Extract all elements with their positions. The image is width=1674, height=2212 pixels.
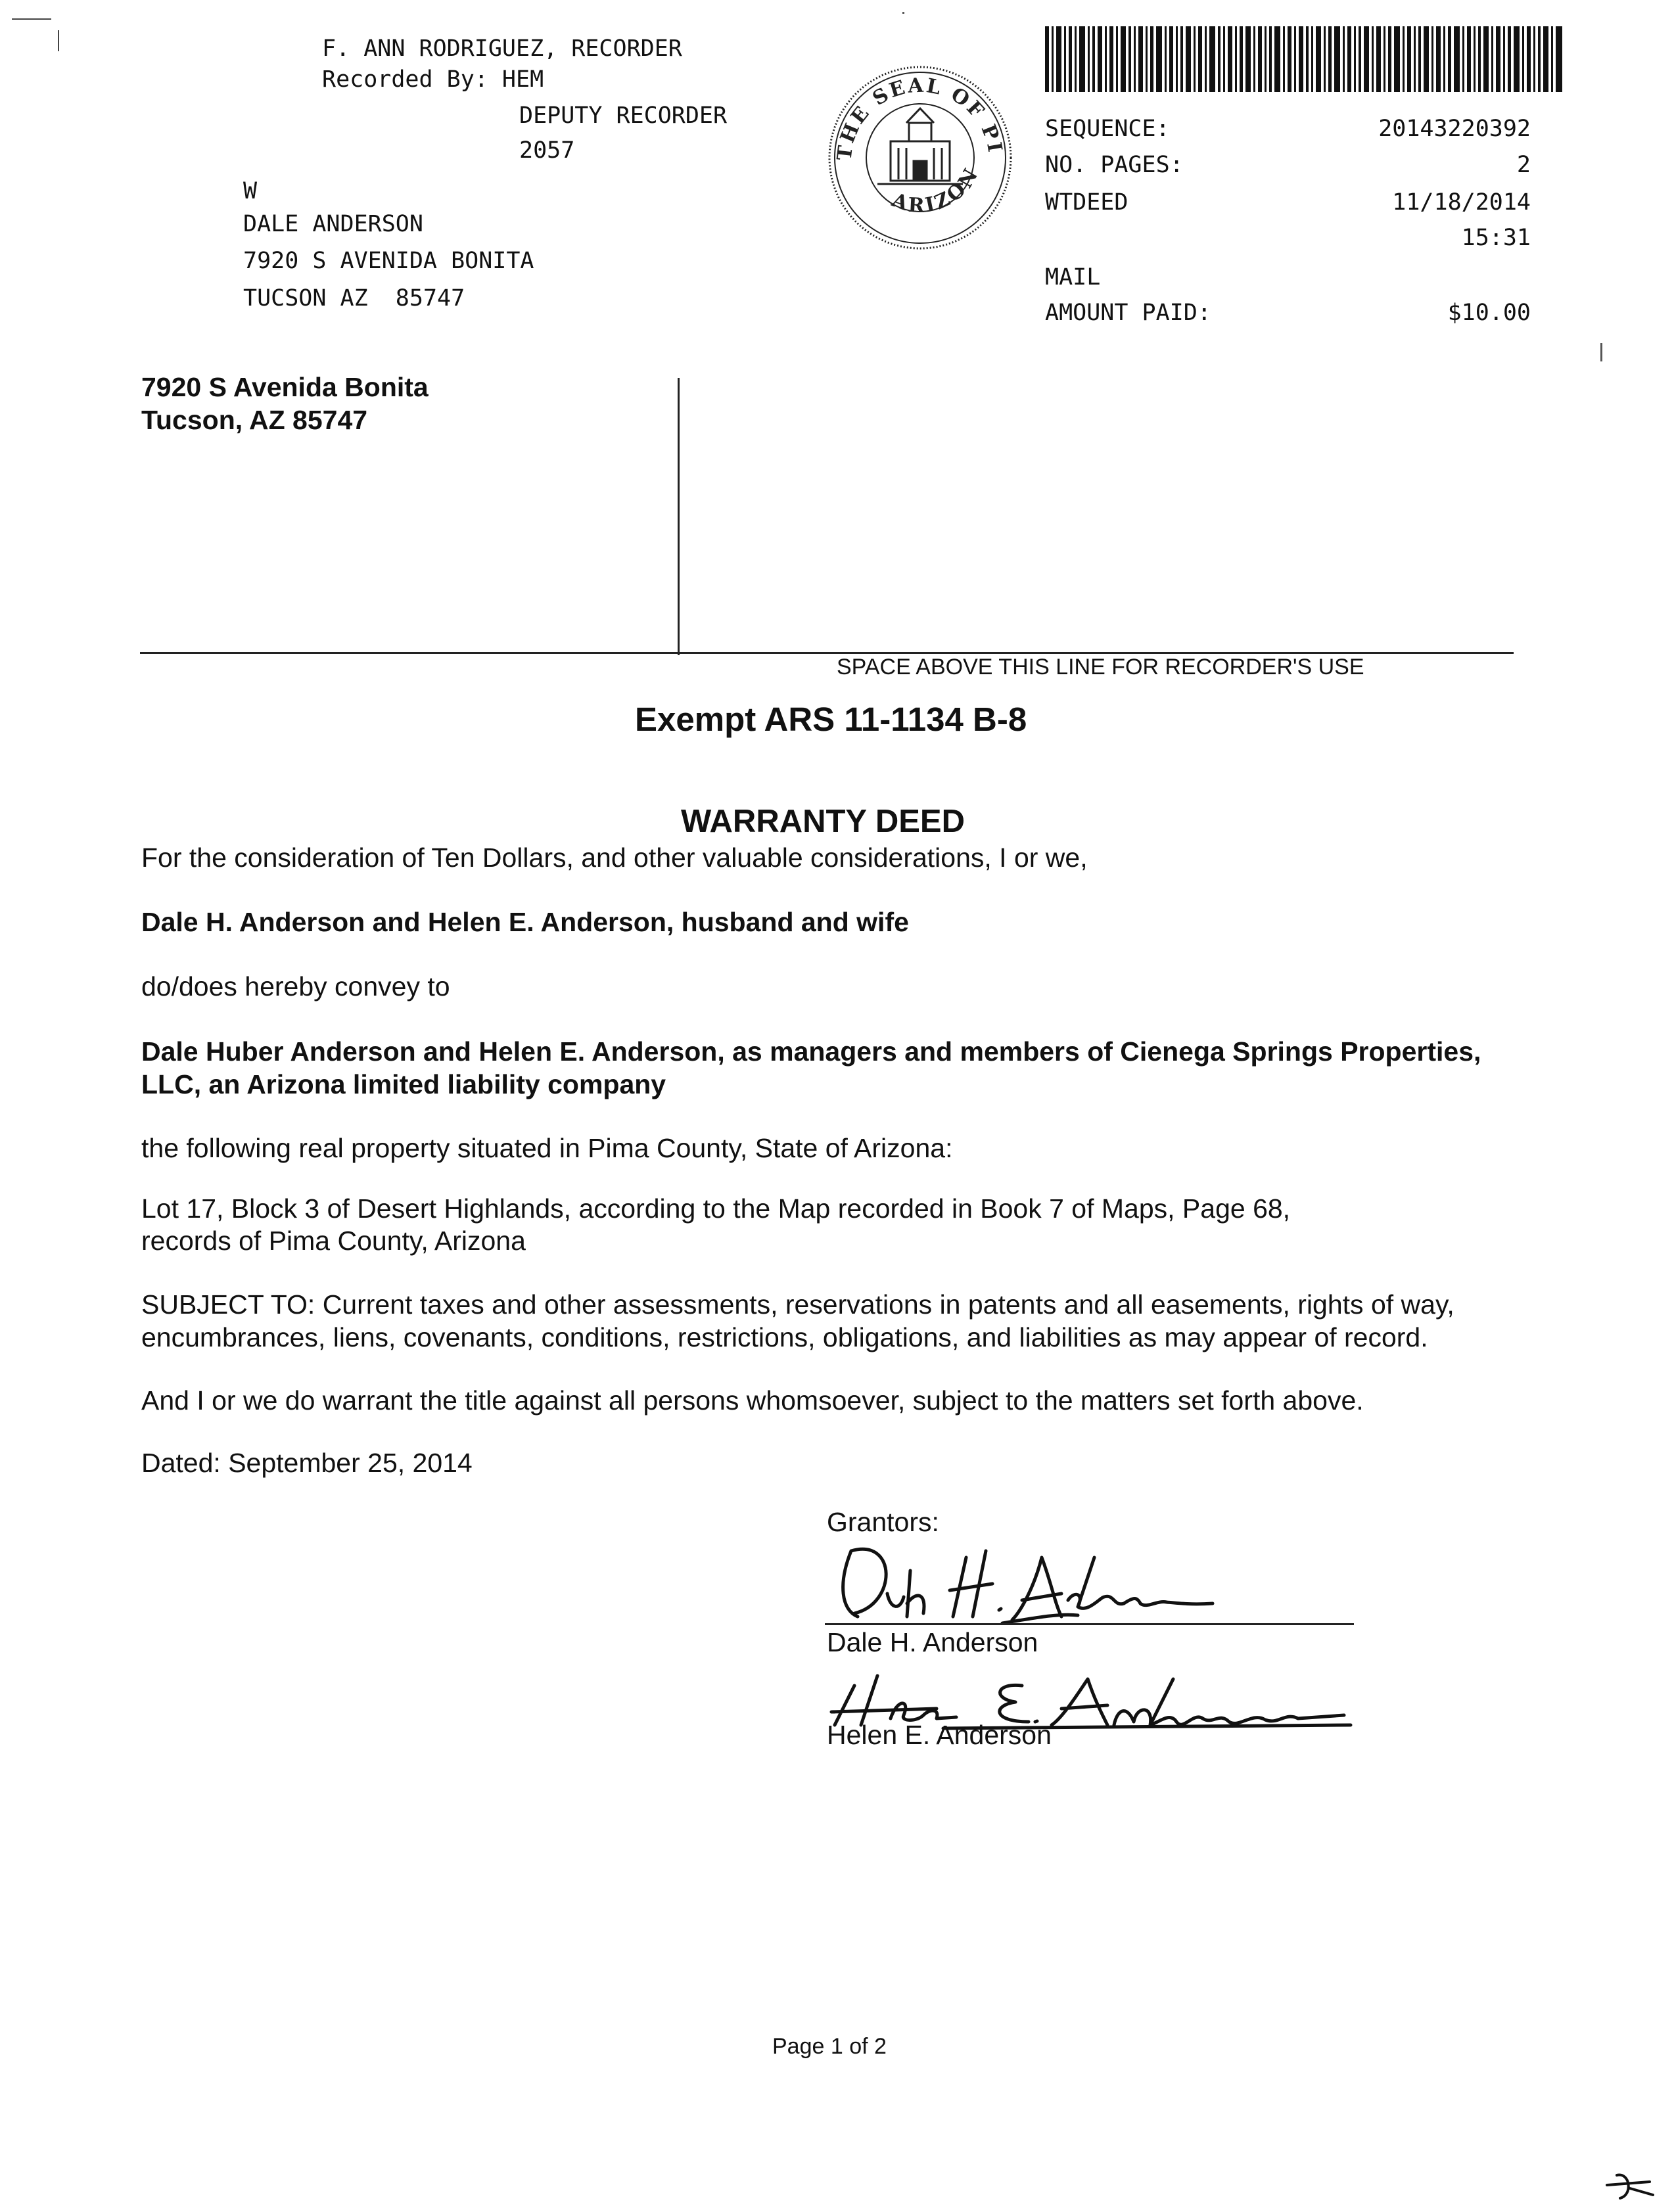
recorder-box-divider <box>678 378 680 655</box>
dated-line: Dated: September 25, 2014 <box>141 1448 473 1478</box>
signature-line-1 <box>825 1623 1354 1625</box>
deputy-title: DEPUTY RECORDER <box>519 103 728 129</box>
sequence-label: SEQUENCE: <box>1045 116 1170 142</box>
recording-barcode <box>1045 26 1564 92</box>
subject-to-line1: SUBJECT TO: Current taxes and other assessments, reservations in patents and all easements, rights of way, <box>141 1289 1454 1320</box>
return-city: TUCSON AZ 85747 <box>243 285 465 311</box>
pages-value: 2 <box>1516 152 1531 178</box>
grantors-names: Dale H. Anderson and Helen E. Anderson, husband and wife <box>141 907 909 937</box>
grantee-line1: Dale Huber Anderson and Helen E. Anderson, as managers and members of Cienega Springs Properties, <box>141 1036 1481 1067</box>
grantee-line2: LLC, an Arizona limited liability company <box>141 1069 666 1099</box>
seal-bottom-text: ARIZON <box>889 162 985 218</box>
scan-mark <box>1600 343 1602 361</box>
county-seal <box>825 62 1015 253</box>
recorder-space-label: SPACE ABOVE THIS LINE FOR RECORDER'S USE <box>837 655 1364 680</box>
scan-mark <box>902 12 904 14</box>
amount-value: $10.00 <box>1447 300 1531 326</box>
signer2-name: Helen E. Anderson <box>827 1720 1052 1750</box>
subject-to-line2: encumbrances, liens, covenants, conditions, restrictions, obligations, and liabilities as may appear of record. <box>141 1322 1428 1352</box>
seal-top-text: THE SEAL OF PI <box>833 74 1007 162</box>
page-number: Page 1 of 2 <box>772 2034 887 2059</box>
return-name: DALE ANDERSON <box>243 211 423 237</box>
recording-time: 15:31 <box>1461 225 1531 251</box>
recording-date: 11/18/2014 <box>1392 189 1531 216</box>
legal-description-line1: Lot 17, Block 3 of Desert Highlands, according to the Map recorded in Book 7 of Maps, Page 68, <box>141 1193 1291 1224</box>
scan-mark <box>12 18 51 20</box>
recorded-by: Recorded By: HEM <box>322 66 544 93</box>
grantors-label: Grantors: <box>827 1507 939 1537</box>
mailing-address-line2: Tucson, AZ 85747 <box>141 405 368 435</box>
property-intro: the following real property situated in Pima County, State of Arizona: <box>141 1133 953 1163</box>
legal-description-line2: records of Pima County, Arizona <box>141 1226 526 1256</box>
consideration-clause: For the consideration of Ten Dollars, and other valuable considerations, I or we, <box>141 842 1088 873</box>
scan-mark-corner <box>1604 2169 1656 2201</box>
warranty-clause: And I or we do warrant the title against all persons whomsoever, subject to the matters set forth above. <box>141 1385 1364 1416</box>
recorder-name: F. ANN RODRIGUEZ, RECORDER <box>322 35 682 62</box>
deed-title: WARRANTY DEED <box>681 804 965 839</box>
mailing-address-line1: 7920 S Avenida Bonita <box>141 372 429 402</box>
mail-label: MAIL <box>1045 264 1101 290</box>
document-type: WTDEED <box>1045 189 1128 216</box>
scan-mark <box>58 30 59 51</box>
courthouse-icon <box>877 108 963 184</box>
sequence-value: 20143220392 <box>1378 116 1531 142</box>
return-code: W <box>243 178 258 204</box>
deputy-number: 2057 <box>519 137 575 164</box>
signer1-name: Dale H. Anderson <box>827 1627 1038 1657</box>
amount-label: AMOUNT PAID: <box>1045 300 1211 326</box>
pages-label: NO. PAGES: <box>1045 152 1184 178</box>
convey-clause: do/does hereby convey to <box>141 971 450 1002</box>
exempt-statute: Exempt ARS 11-1134 B-8 <box>635 701 1027 738</box>
return-street: 7920 S AVENIDA BONITA <box>243 248 534 274</box>
seal-graphic <box>825 62 1015 253</box>
signature-dale-anderson <box>825 1531 1232 1630</box>
